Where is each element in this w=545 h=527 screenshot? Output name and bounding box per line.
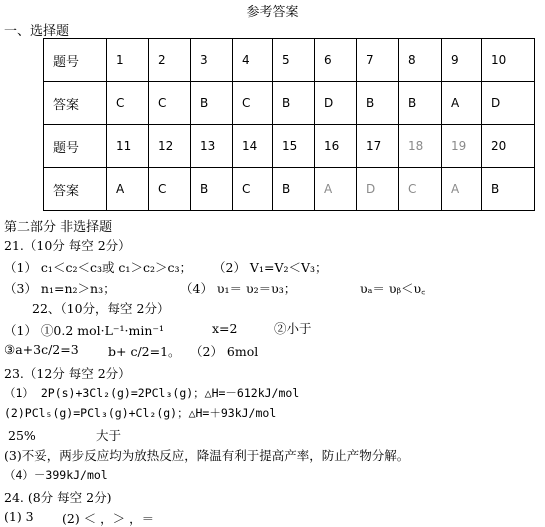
table-cell: 14 [233,125,273,168]
q23-answer-1: （1） 2P(s)+3Cl₂(g)=2PCl₃(g)；△H=－612kJ/mol [4,386,300,400]
table-cell: 13 [191,125,233,168]
table-cell: 19 [442,125,482,168]
table-cell: D [482,82,535,125]
q22-answer-2: x=2 [212,321,238,336]
q23-answer-6: （4）－399kJ/mol [4,468,108,482]
q24-answer-2: (2) ＜ ，＞ ，＝ [62,511,155,526]
section-heading-choice: 一、选择题 [4,24,70,39]
table-cell: B [191,168,233,211]
q24-heading: 24. (8分 每空 2分) [4,490,112,505]
table-cell: 11 [107,125,149,168]
table-cell: 6 [315,39,357,82]
table-cell: D [315,82,357,125]
table-cell: 1 [107,39,149,82]
q23-heading: 23.（12分 每空 2分） [4,366,131,381]
table-cell: C [233,168,273,211]
table-row [44,125,535,168]
q22-answer-4: ③a+3c/2=3 [4,342,79,357]
table-cell: C [149,168,191,211]
q22-answer-1: （1） ①0.2 mol·L⁻¹·min⁻¹ [4,323,165,338]
q23-answer-2: (2)PCl₅(g)=PCl₃(g)+Cl₂(g)；△H=＋93kJ/mol [4,406,277,420]
table-cell: 17 [357,125,399,168]
row-label: 题号 [44,39,107,82]
table-row [44,168,535,211]
table-cell: D [357,168,399,211]
table-cell: B [482,168,535,211]
section-heading-nonchoice: 第二部分 非选择题 [4,220,113,235]
answer-table [43,38,535,211]
q23-answer-5: (3)不妥，两步反应均为放热反应，降温有利于提高产率，防止产物分解。 [4,448,410,463]
table-cell: C [399,168,442,211]
table-cell: 2 [149,39,191,82]
q21-answer-2: （2） V₁=V₂＜V₃； [213,260,328,275]
table-cell: 16 [315,125,357,168]
table-cell: B [357,82,399,125]
table-cell: 9 [442,39,482,82]
row-label: 答案 [44,168,107,211]
q24-answer-1: (1) 3 [4,509,34,524]
table-cell: 18 [399,125,442,168]
table-cell: C [233,82,273,125]
q21-answer-1: （1） c₁＜c₂＜c₃或 c₁＞c₂＞c₃； [4,260,192,275]
q22-answer-6: （2） 6mol [190,344,259,359]
table-cell: 7 [357,39,399,82]
table-cell: 4 [233,39,273,82]
row-label: 题号 [44,125,107,168]
table-cell: 20 [482,125,535,168]
q21-answer-5: υₐ＝ υᵦ＜υ꜀ [360,281,426,296]
table-cell: B [273,168,315,211]
table-cell: 8 [399,39,442,82]
table-row [44,82,535,125]
table-cell: C [107,82,149,125]
q21-answer-4: （4） υ₁＝ υ₂＝υ₃； [180,281,297,296]
table-cell: 15 [273,125,315,168]
q23-answer-4: 大于 [96,428,122,443]
q22-answer-3: ②小于 [274,321,312,336]
page-title: 参考答案 [246,5,299,20]
table-cell: A [442,168,482,211]
table-cell: B [273,82,315,125]
table-cell: C [149,82,191,125]
q21-heading: 21.（10分 每空 2分） [4,238,131,253]
table-cell: A [442,82,482,125]
q23-answer-3: 25% [8,428,36,443]
row-label: 答案 [44,82,107,125]
table-cell: A [107,168,149,211]
q22-heading: 22、（10分，每空 2分） [32,301,170,316]
table-cell: B [191,82,233,125]
table-row [44,39,535,82]
q22-answer-5: b+ c/2=1。 [108,344,181,359]
table-cell: 12 [149,125,191,168]
table-cell: 5 [273,39,315,82]
table-cell: A [315,168,357,211]
q21-answer-3: （3） n₁=n₂＞n₃； [4,281,116,296]
table-cell: 10 [482,39,535,82]
table-cell: 3 [191,39,233,82]
table-cell: B [399,82,442,125]
